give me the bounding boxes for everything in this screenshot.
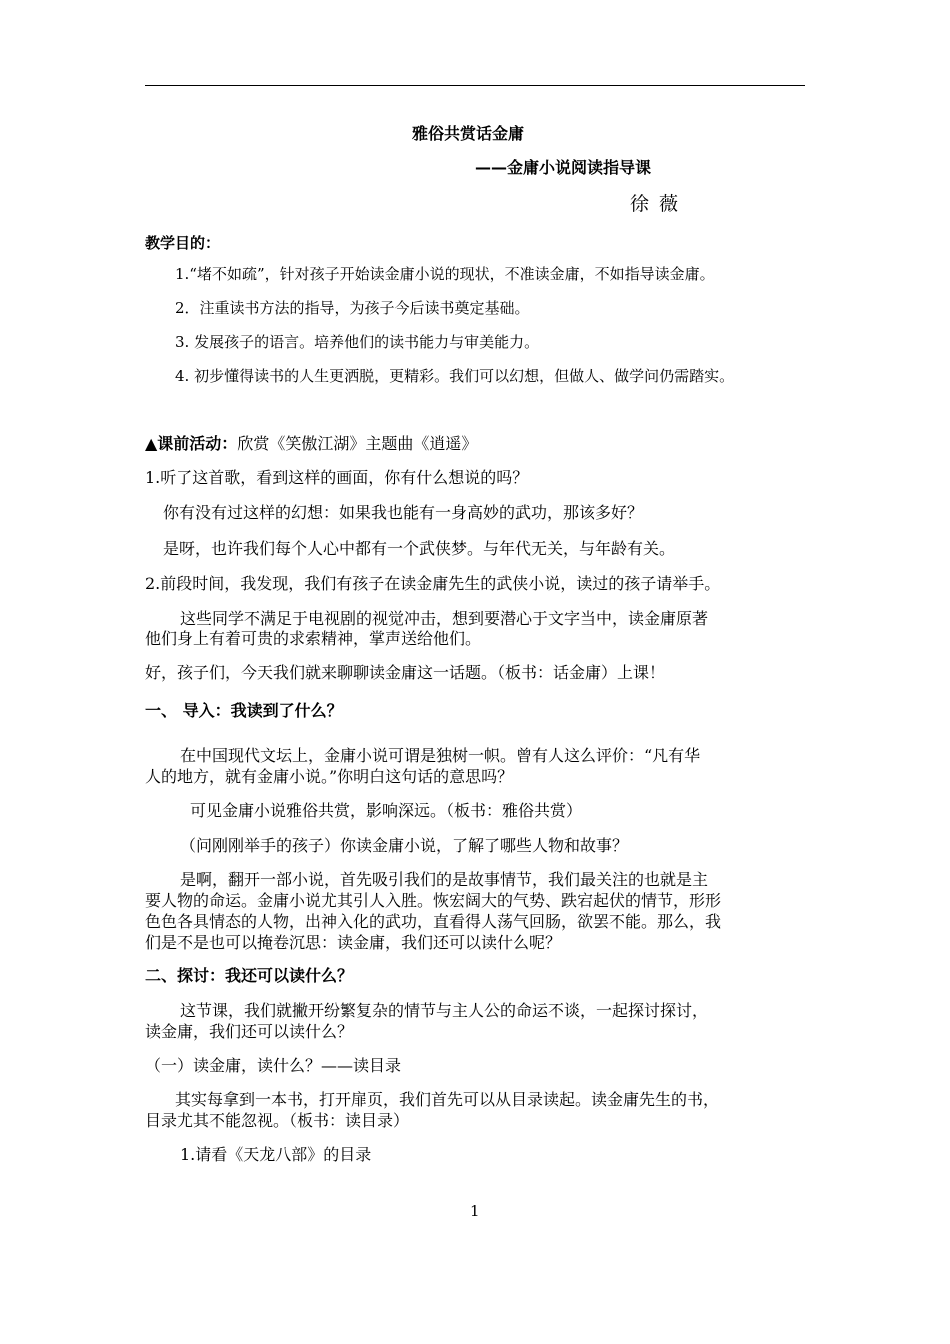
paragraph-line: 人的地方，就有金庸小说。”你明白这句话的意思吗？: [145, 767, 514, 786]
paragraph-line: 好，孩子们，今天我们就来聊聊读金庸这一话题。（板书：话金庸）上课！: [145, 663, 666, 682]
paragraph-line: （一）读金庸，读什么？——读目录: [145, 1056, 402, 1075]
paragraph-line: 在中国现代文坛上，金庸小说可谓是独树一帜。曾有人这么评价：“凡有华: [180, 746, 701, 765]
paragraph-line: 色色各具情态的人物，出神入化的武功，直看得人荡气回肠，欲罢不能。那么，我: [145, 912, 722, 931]
pre-class-text: 欣赏《笑傲江湖》主题曲《逍遥》: [237, 434, 478, 453]
paragraph-line: 目录尤其不能忽视。（板书：读目录）: [145, 1111, 410, 1130]
paragraph-line: 可见金庸小说雅俗共赏，影响深远。（板书：雅俗共赏）: [190, 801, 583, 820]
paragraph-line: 你有没有过这样的幻想：如果我也能有一身高妙的武功，那该多好？: [163, 503, 644, 522]
header-rule: [145, 85, 805, 86]
section-heading: 二、探讨：我还可以读什么？: [145, 966, 354, 985]
doc-subtitle: ——金庸小说阅读指导课: [475, 158, 652, 177]
paragraph-line: 是呀，也许我们每个人心中都有一个武侠梦。与年代无关，与年龄有关。: [163, 539, 676, 558]
objective-item: 2．注重读书方法的指导，为孩子今后读书奠定基础。: [175, 299, 530, 317]
paragraph-line: 他们身上有着可贵的求索精神，掌声送给他们。: [145, 629, 482, 648]
doc-author: 徐 薇: [630, 193, 681, 215]
pre-class-activity: [145, 434, 477, 454]
objective-item: 1.“堵不如疏”，针对孩子开始读金庸小说的现状，不准读金庸，不如指导读金庸。: [175, 265, 715, 283]
page-number: 1: [470, 1202, 480, 1220]
paragraph-line: 其实每拿到一本书，打开扉页，我们首先可以从目录读起。读金庸先生的书，: [175, 1090, 720, 1109]
pre-class-label: ▲课前活动：: [145, 434, 238, 453]
paragraph-line: 这节课，我们就撇开纷繁复杂的情节与主人公的命运不谈，一起探讨探讨，: [180, 1001, 709, 1020]
paragraph-line: 要人物的命运。金庸小说尤其引人入胜。恢宏阔大的气势、跌宕起伏的情节，形形: [145, 891, 722, 910]
objective-item: 4. 初步懂得读书的人生更洒脱，更精彩。我们可以幻想，但做人、做学问仍需踏实。: [175, 367, 735, 385]
doc-title: 雅俗共赏话金庸: [412, 124, 525, 143]
section-heading: 一、 导入：我读到了什么？: [145, 701, 343, 720]
objective-item: 3. 发展孩子的语言。培养他们的读书能力与审美能力。: [175, 333, 540, 351]
paragraph-line: 是啊，翻开一部小说，首先吸引我们的是故事情节，我们最关注的也就是主: [180, 870, 709, 889]
paragraph-line: （问刚刚举手的孩子）你读金庸小说，了解了哪些人物和故事？: [180, 836, 629, 855]
objectives-heading: 教学目的：: [145, 234, 221, 252]
paragraph-line: 这些同学不满足于电视剧的视觉冲击，想到要潜心于文字当中，读金庸原著: [180, 609, 709, 628]
paragraph-line: 1.请看《天龙八部》的目录: [180, 1145, 372, 1164]
paragraph-line: 读金庸，我们还可以读什么？: [145, 1022, 354, 1041]
paragraph-line: 2.前段时间，我发现，我们有孩子在读金庸先生的武侠小说，读过的孩子请举手。: [145, 574, 721, 593]
paragraph-line: 们是不是也可以掩卷沉思：读金庸，我们还可以读什么呢？: [145, 933, 562, 952]
paragraph-line: 1.听了这首歌，看到这样的画面，你有什么想说的吗？: [145, 468, 529, 487]
